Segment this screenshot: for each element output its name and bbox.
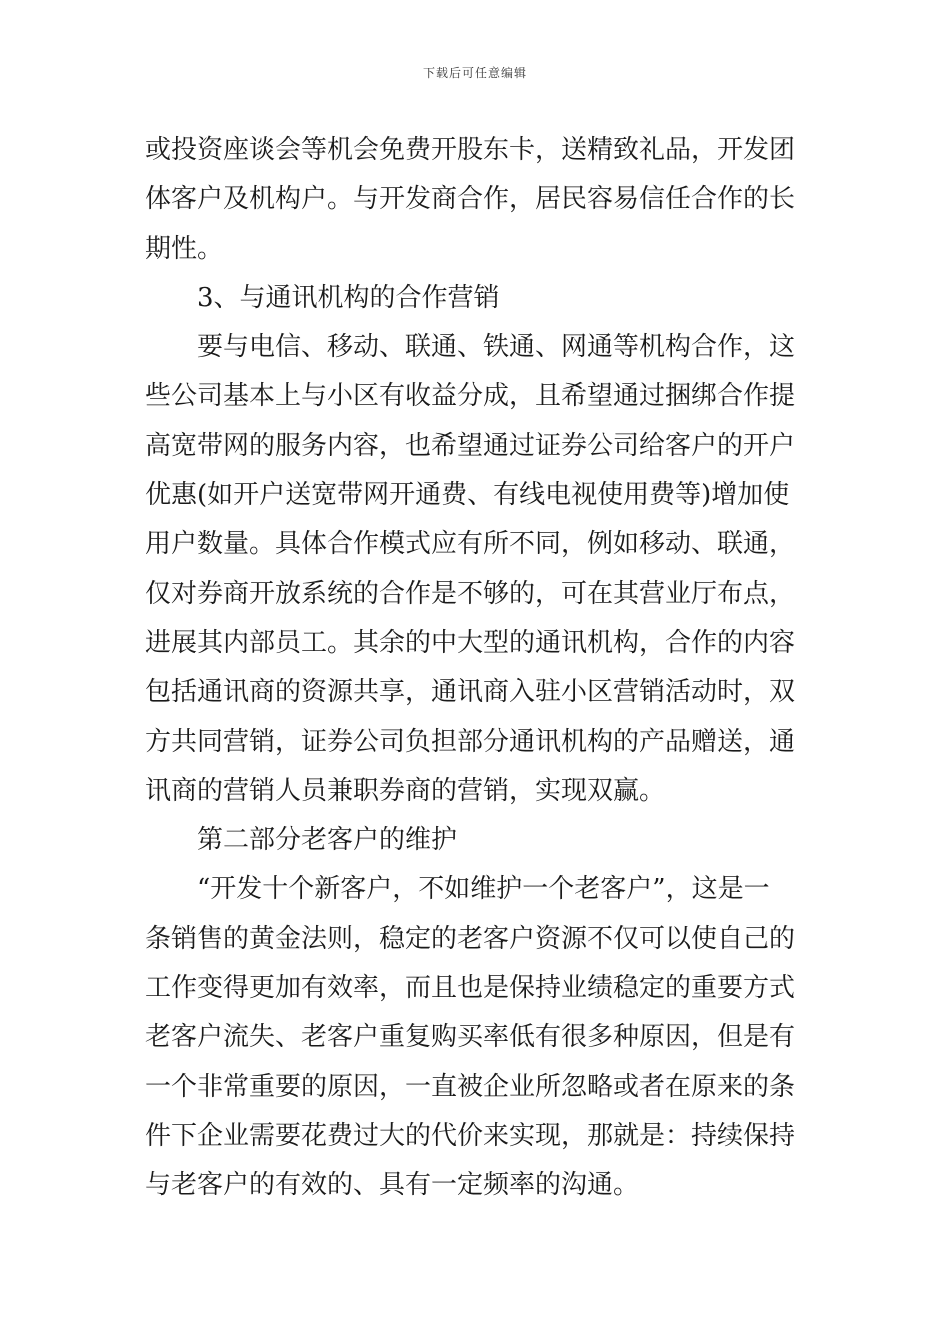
body-line: 讯商的营销人员兼职券商的营销，实现双赢。	[145, 775, 666, 806]
section-heading: 3、与通讯机构的合作营销	[197, 282, 500, 313]
body-line: 期性。	[145, 233, 224, 264]
document-body	[145, 126, 807, 1211]
body-line: 方共同营销，证券公司负担部分通讯机构的产品赠送，通	[145, 726, 796, 757]
body-line: 进展其内部员工。其余的中大型的通讯机构，合作的内容	[145, 627, 796, 658]
body-line: 要与电信、移动、联通、铁通、网通等机构合作，这	[197, 332, 796, 363]
body-line: 优惠(如开户送宽带网开通费、有线电视使用费等)增加使	[145, 480, 790, 511]
page-header: 下载后可任意编辑	[422, 66, 527, 80]
body-line: 或投资座谈会等机会免费开股东卡，送精致礼品，开发团	[145, 135, 796, 165]
body-line: 用户数量。具体合作模式应有所不同，例如移动、联通，	[145, 529, 796, 560]
body-line: 老客户流失、老客户重复购买率低有很多种原因，但是有	[145, 1022, 796, 1053]
section-heading: 第二部分老客户的维护	[197, 825, 458, 856]
body-line: 条销售的黄金法则，稳定的老客户资源不仅可以使自己的	[145, 923, 796, 954]
body-line: 些公司基本上与小区有收益分成，且希望通过捆绑合作提	[145, 381, 796, 412]
body-line: 工作变得更加有效率，而且也是保持业绩稳定的重要方式	[145, 973, 796, 1004]
body-line: 一个非常重要的原因，一直被企业所忽略或者在原来的条	[145, 1071, 796, 1102]
body-line: 高宽带网的服务内容，也希望通过证券公司给客户的开户	[145, 430, 796, 461]
body-line: 体客户及机构户。与开发商合作，居民容易信任合作的长	[145, 184, 796, 215]
body-line: 仅对券商开放系统的合作是不够的，可在其营业厅布点，	[145, 578, 796, 609]
body-line: “开发十个新客户，不如维护一个老客户”，这是一	[197, 874, 770, 905]
body-line: 与老客户的有效的、具有一定频率的沟通。	[145, 1170, 640, 1201]
body-line: 包括通讯商的资源共享，通讯商入驻小区营销活动时，双	[145, 677, 796, 708]
body-line: 件下企业需要花费过大的代价来实现，那就是：持续保持	[145, 1120, 796, 1151]
